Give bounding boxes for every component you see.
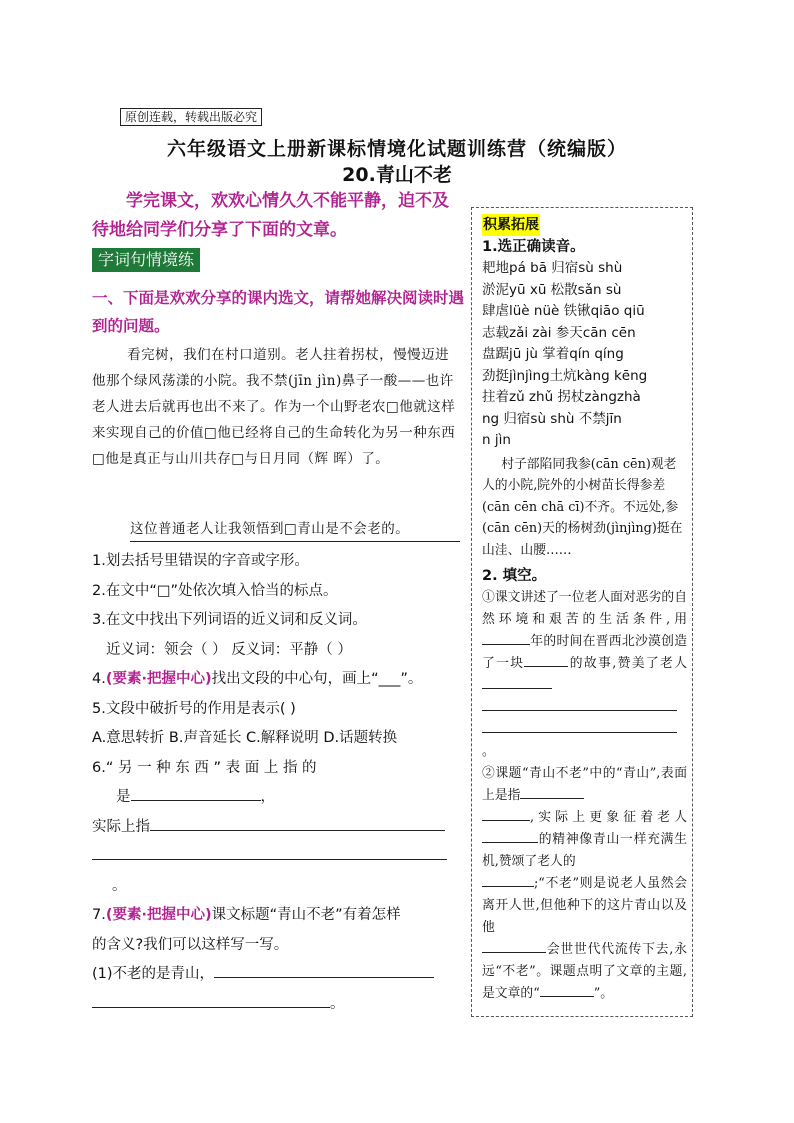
answer-blank[interactable]	[482, 675, 552, 689]
intro-text: 学完课文，欢欢心情久久不能平静，迫不及待地给同学们分享了下面的文章。	[92, 191, 449, 240]
question-5-options: A.意思转折 B.声音延长 C.解释说明 D.话题转换	[92, 730, 398, 746]
pinyin-line: 拄着zǔ zhǔ 拐杖zàngzhà	[482, 389, 641, 405]
question-6-c	[92, 813, 464, 843]
fill-item-2	[482, 763, 687, 1005]
answer-blank[interactable]	[482, 631, 530, 645]
question-7-d	[92, 990, 464, 1020]
answer-blank[interactable]	[92, 845, 447, 861]
sidebar-passage: 村子部陷同我参(cān cēn)观老人的小院,院外的小树苗长得参差(cān cēn chā cī)不齐。不远处,参(cān cēn)天的杨树劲(jìnjìng)挺在山洼、山腰……	[482, 456, 683, 558]
question-6: 6.“ 另 一 种 东 西 ” 表 面 上 指 的	[92, 759, 317, 776]
pinyin-line: 盘踞jū jù 掌着qín qíng	[482, 346, 624, 362]
question-7	[92, 901, 464, 931]
question-6-b-text: 是	[116, 789, 131, 805]
sidebar-task-2: 2. 填空。	[482, 568, 547, 584]
question-7-c-text: (1)不老的是青山，	[92, 966, 215, 982]
question-7-tag: (要素·把握中心)	[105, 907, 212, 923]
answer-blank[interactable]	[92, 992, 330, 1008]
question-6-c-text: 实际上指	[92, 818, 150, 835]
answer-blank[interactable]	[520, 785, 584, 799]
answer-blank[interactable]	[214, 963, 434, 979]
pinyin-line: 淤泥yū xū 松散sǎn sù	[482, 281, 622, 298]
passage-last-line: 这位普通老人让我领悟到□青山是不会老的。	[130, 517, 460, 542]
question-4-number: 4.	[92, 671, 106, 687]
question-1: 1.划去括号里错误的字音或字形。	[92, 553, 309, 569]
fill-text: 的精神像青山一样充满生机,赞颂了老人的	[482, 832, 687, 869]
sidebar-box	[471, 207, 693, 1017]
question-7-text: 课文标题“青山不老”有着怎样	[211, 907, 401, 923]
question-3: 3.在文中找出下列词语的近义词和反义词。	[92, 612, 367, 628]
sidebar-heading: 积累拓展	[482, 214, 540, 236]
question-6-comma: ，	[260, 789, 275, 805]
question-3-blanks: 近义词：领会（ ） 反义词：平静（ ）	[106, 641, 352, 658]
fill-text: ①课文讲述了一位老人面对恶劣的自然环境和艰苦的生活条件,用	[482, 590, 687, 627]
answer-blank[interactable]	[482, 807, 530, 821]
pinyin-line: 耙地pá bā 归宿sù shù	[482, 260, 623, 276]
reading-passage: 看完树，我们在村口道别。老人拄着拐杖，慢慢迈进他那个绿风荡漾的小院。我不禁(jīn jìn)鼻子一酸——也许老人进去后就再也出不来了。作为一个山野老农□他就这样来实现自己的价值□他已经将自己的生命转化为另一种东西□他是真正与山川共存□与日月同（辉 晖）了。	[92, 347, 456, 467]
question-7-b: 的含义?我们可以这样写一写。	[92, 936, 289, 953]
question-4-tag: (要素·把握中心)	[105, 671, 212, 687]
question-7-end: 。	[330, 995, 345, 1012]
sidebar-content	[482, 214, 687, 1005]
question-2: 2.在文中“□”处依次填入恰当的标点。	[92, 582, 338, 599]
answer-blank[interactable]	[540, 983, 594, 997]
question-4	[92, 665, 464, 695]
question-6-b	[92, 783, 464, 813]
answer-blank[interactable]	[482, 697, 677, 711]
pinyin-line: n jìn	[482, 432, 511, 448]
answer-blank[interactable]	[482, 719, 677, 733]
fill-text: ②课题“青山不老”中的“青山”,表面上是指	[482, 766, 687, 803]
fill-text: 的故事,赞美了老人	[568, 656, 687, 671]
answer-blank[interactable]	[524, 653, 568, 667]
answer-blank[interactable]	[482, 829, 538, 843]
question-heading: 一、下面是欢欢分享的课内选文，请帮她解决阅读时遇到的问题。	[92, 288, 465, 335]
fill-text: ,实际上更象征着老人	[530, 810, 687, 825]
fill-end: 。	[482, 744, 495, 759]
question-6-end: 。	[112, 877, 127, 894]
lesson-title: 20.青山不老	[342, 164, 452, 186]
answer-blank[interactable]	[482, 873, 534, 887]
fill-text: 年的时间在晋西北沙漠创造了一块	[482, 634, 687, 671]
question-7-number: 7.	[92, 907, 106, 923]
fill-text: ;“不老”则是说老人虽然会离开人世,但他种下的这片青山以及他	[482, 876, 687, 935]
pinyin-line: ng 归宿sù shù 不禁jīn	[482, 410, 622, 427]
section-tag: 字词句情境练	[92, 248, 200, 272]
pinyin-line: 志载zǎi zài 参天cān cēn	[482, 324, 636, 341]
answer-blank[interactable]	[150, 815, 445, 831]
fill-text: ”。	[593, 986, 614, 1001]
fill-item-1	[482, 587, 687, 763]
pinyin-line: 肆虐lüè nüè 铁锹qiāo qiū	[482, 303, 645, 319]
answer-blank[interactable]	[131, 786, 261, 802]
question-4-text: 找出文段的中心句，画上“___”。	[211, 671, 423, 687]
question-list	[92, 547, 464, 1019]
copyright-stamp: 原创连载，转载出版必究	[120, 108, 262, 126]
page-title: 六年级语文上册新课标情境化试题训练营（统编版）	[166, 138, 627, 160]
fill-text: 会世世代代流传下去,永远“不老”。课题点明了文章的主题,是文章的“	[482, 942, 687, 1001]
question-7-c	[92, 960, 464, 990]
question-6-blank-line	[92, 842, 464, 872]
question-5: 5.文段中破折号的作用是表示( )	[92, 700, 296, 717]
answer-blank[interactable]	[482, 939, 546, 953]
sidebar-task-1: 1.选正确读音。	[482, 239, 585, 255]
pinyin-line: 劲挺jìnjìng土炕kàng kēng	[482, 367, 648, 384]
